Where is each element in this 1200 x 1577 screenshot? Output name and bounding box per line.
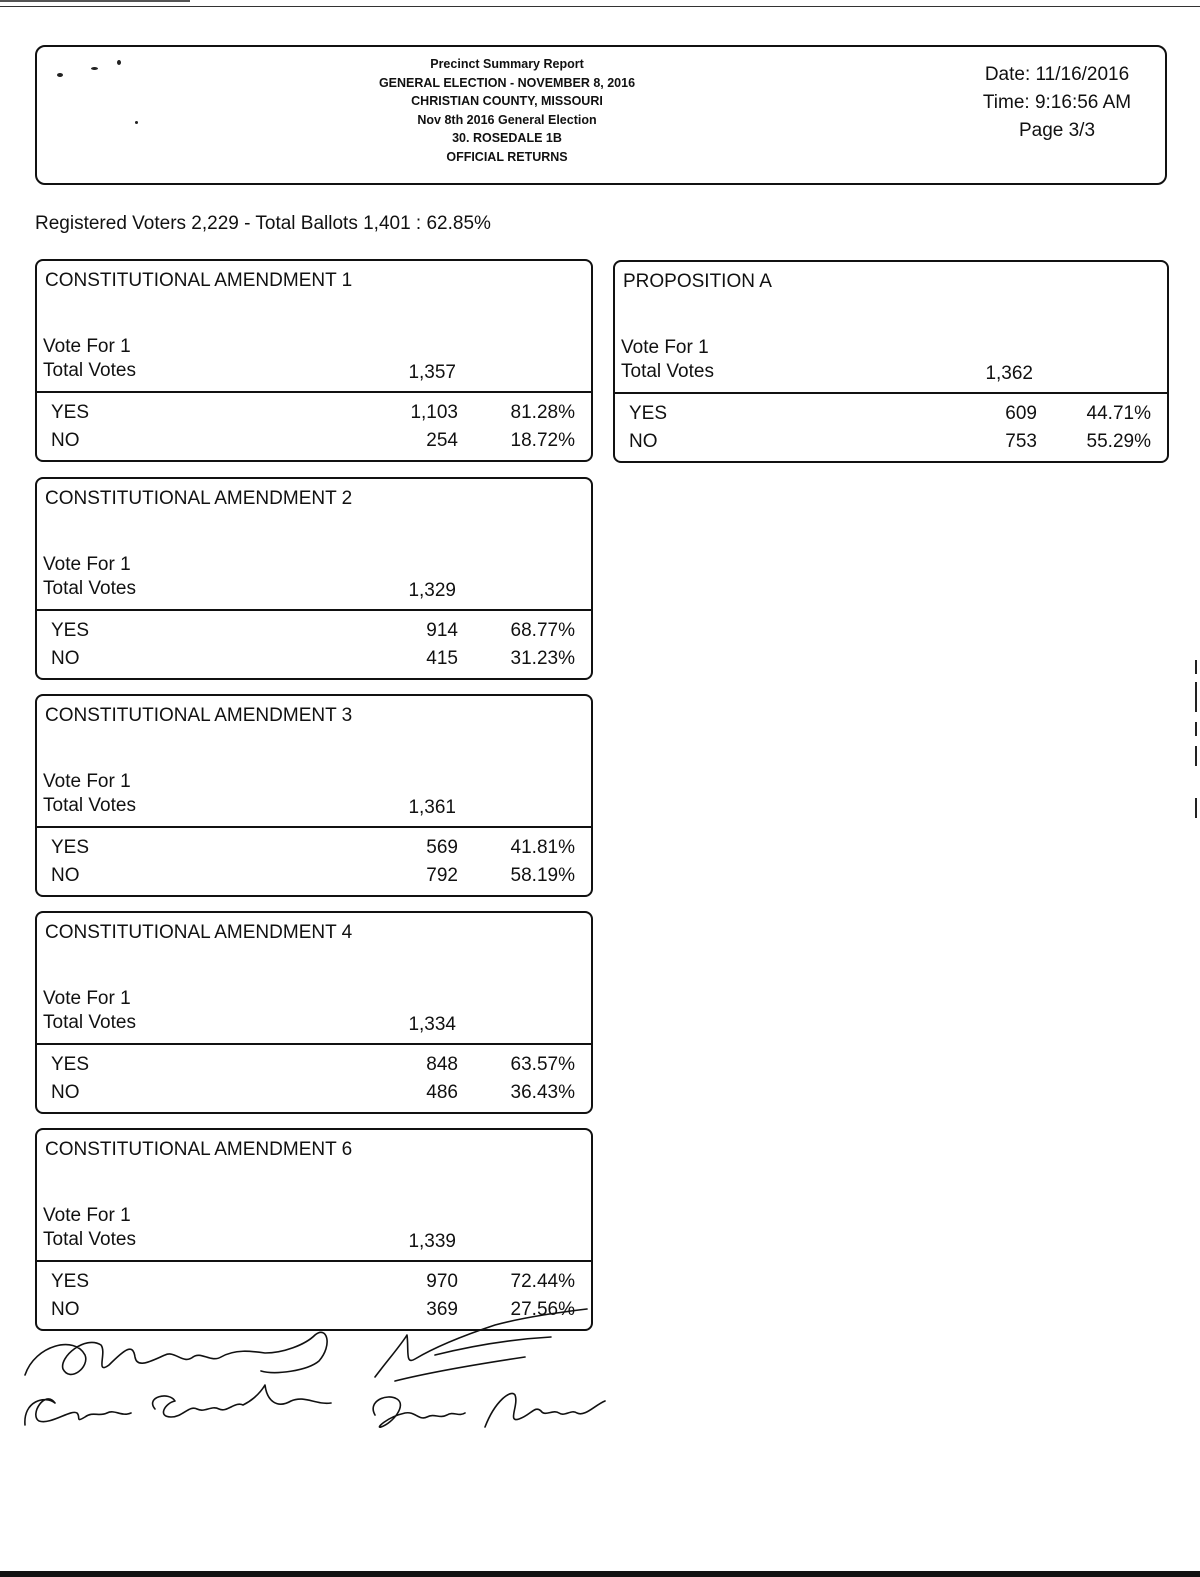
choice-row xyxy=(37,862,591,889)
scan-specks xyxy=(51,55,171,125)
report-header xyxy=(35,45,1167,185)
report-title: Precinct Summary Report xyxy=(430,57,584,71)
returns-status: OFFICIAL RETURNS xyxy=(446,149,568,164)
choice-votes: 970 xyxy=(426,1271,458,1292)
choice-row xyxy=(37,427,591,454)
choice-votes: 254 xyxy=(426,430,458,451)
total-votes-value: 1,357 xyxy=(408,362,456,383)
election-name: GENERAL ELECTION - NOVEMBER 8, 2016 xyxy=(378,75,636,90)
choice-name: YES xyxy=(629,403,668,424)
signature-4 xyxy=(373,1393,605,1427)
contest-box xyxy=(35,694,593,897)
vote-for-label: Vote For 1 xyxy=(43,988,131,1009)
total-votes-label: Total Votes xyxy=(621,361,714,382)
choice-name: YES xyxy=(51,620,90,641)
contest-box xyxy=(35,477,593,680)
vote-for-label: Vote For 1 xyxy=(43,1205,131,1226)
choice-votes: 792 xyxy=(426,865,458,886)
scan-edge-fragment xyxy=(0,0,190,2)
contest-box xyxy=(35,911,593,1114)
contest-title: CONSTITUTIONAL AMENDMENT 4 xyxy=(45,922,353,943)
vote-for-label: Vote For 1 xyxy=(43,771,131,792)
choice-votes: 569 xyxy=(426,837,458,858)
county-name: CHRISTIAN COUNTY, MISSOURI xyxy=(411,94,603,108)
choice-row xyxy=(615,428,1167,455)
choice-votes: 848 xyxy=(426,1054,458,1075)
total-votes-label: Total Votes xyxy=(43,1229,136,1250)
report-title-block xyxy=(337,55,677,166)
scan-edge-top xyxy=(0,6,1200,7)
choice-votes: 1,103 xyxy=(410,402,458,423)
total-votes-value: 1,329 xyxy=(408,580,456,601)
choice-row xyxy=(615,400,1167,427)
signature-3 xyxy=(375,1309,587,1381)
choice-name: YES xyxy=(51,837,90,858)
election-subtitle: Nov 8th 2016 General Election xyxy=(417,112,597,127)
total-votes-label: Total Votes xyxy=(43,795,136,816)
total-votes-label: Total Votes xyxy=(43,578,136,599)
choice-percent: 27.56% xyxy=(510,1299,575,1320)
choice-name: NO xyxy=(51,865,80,886)
signature-1 xyxy=(25,1332,327,1375)
choice-name: YES xyxy=(51,1271,90,1292)
vote-for-label: Vote For 1 xyxy=(43,554,131,575)
choice-votes: 914 xyxy=(426,620,458,641)
choice-percent: 44.71% xyxy=(1086,403,1151,424)
choice-votes: 369 xyxy=(426,1299,458,1320)
choice-votes: 486 xyxy=(426,1082,458,1103)
total-votes-label: Total Votes xyxy=(43,360,136,381)
choice-percent: 41.81% xyxy=(510,837,575,858)
turnout-summary: Registered Voters 2,229 - Total Ballots 1,401 : 62.85% xyxy=(35,213,491,234)
total-votes-label: Total Votes xyxy=(43,1012,136,1033)
total-votes-value: 1,362 xyxy=(985,363,1033,384)
choice-percent: 72.44% xyxy=(510,1271,575,1292)
choice-row xyxy=(37,1079,591,1106)
contest-title: PROPOSITION A xyxy=(623,271,772,292)
choice-percent: 63.57% xyxy=(510,1054,575,1075)
choice-row xyxy=(37,1051,591,1078)
choice-percent: 31.23% xyxy=(510,648,575,669)
choice-percent: 58.19% xyxy=(510,865,575,886)
divider xyxy=(37,1043,591,1045)
choice-percent: 81.28% xyxy=(510,402,575,423)
choice-percent: 68.77% xyxy=(510,620,575,641)
divider xyxy=(37,609,591,611)
contest-title: CONSTITUTIONAL AMENDMENT 1 xyxy=(45,270,353,291)
divider xyxy=(615,392,1167,394)
report-date: Date: 11/16/2016 xyxy=(984,64,1130,85)
contest-box xyxy=(35,1128,593,1331)
choice-name: YES xyxy=(51,402,90,423)
choice-name: NO xyxy=(629,431,658,452)
divider xyxy=(37,826,591,828)
divider xyxy=(37,391,591,393)
choice-name: NO xyxy=(51,1299,80,1320)
signature-2 xyxy=(25,1385,331,1425)
total-votes-value: 1,339 xyxy=(408,1231,456,1252)
total-votes-value: 1,361 xyxy=(408,797,456,818)
page-number: Page 3/3 xyxy=(1018,120,1096,141)
total-votes-value: 1,334 xyxy=(408,1014,456,1035)
divider xyxy=(37,1260,591,1262)
vote-for-label: Vote For 1 xyxy=(43,336,131,357)
report-time: Time: 9:16:56 AM xyxy=(982,92,1132,113)
choice-name: NO xyxy=(51,648,80,669)
signatures xyxy=(15,1305,615,1445)
contest-title: CONSTITUTIONAL AMENDMENT 2 xyxy=(45,488,353,509)
choice-row xyxy=(37,399,591,426)
contest-box xyxy=(35,259,593,462)
contest-title: CONSTITUTIONAL AMENDMENT 3 xyxy=(45,705,353,726)
choice-votes: 415 xyxy=(426,648,458,669)
scan-edge-marks xyxy=(1195,660,1198,820)
choice-percent: 55.29% xyxy=(1086,431,1151,452)
choice-votes: 753 xyxy=(1005,431,1037,452)
choice-row xyxy=(37,645,591,672)
choice-votes: 609 xyxy=(1005,403,1037,424)
choice-name: NO xyxy=(51,430,80,451)
vote-for-label: Vote For 1 xyxy=(621,337,709,358)
choice-name: NO xyxy=(51,1082,80,1103)
contest-box xyxy=(613,260,1169,463)
precinct-name: 30. ROSEDALE 1B xyxy=(452,131,562,145)
scan-edge-bottom xyxy=(0,1571,1200,1577)
contest-title: CONSTITUTIONAL AMENDMENT 6 xyxy=(45,1139,353,1160)
choice-percent: 18.72% xyxy=(510,430,575,451)
choice-name: YES xyxy=(51,1054,90,1075)
choice-row xyxy=(37,617,591,644)
choice-row xyxy=(37,1268,591,1295)
report-meta xyxy=(957,61,1157,145)
choice-percent: 36.43% xyxy=(510,1082,575,1103)
choice-row xyxy=(37,834,591,861)
